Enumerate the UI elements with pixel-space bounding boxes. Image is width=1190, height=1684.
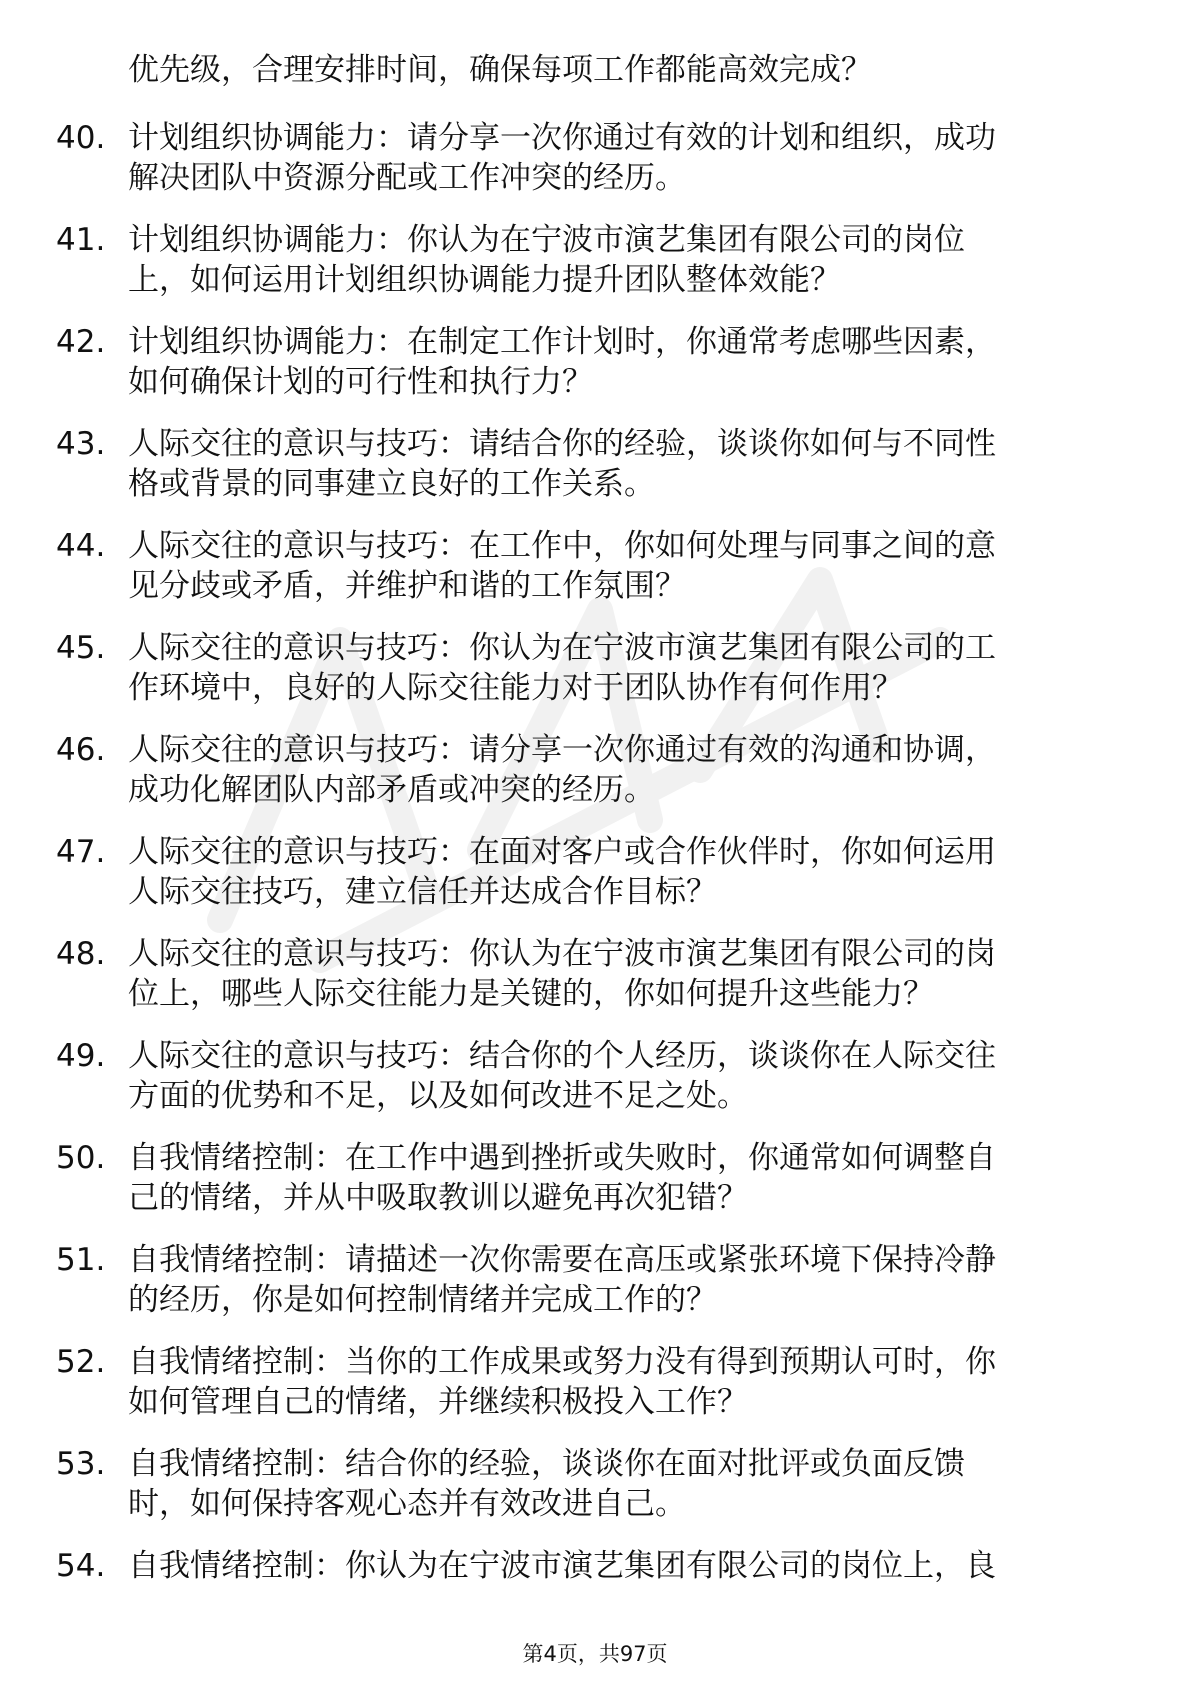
question-text-line: 成功化解团队内部矛盾或冲突的经历。 [128, 772, 655, 808]
list-item [0, 934, 1190, 1036]
question-number: 45. [56, 630, 106, 666]
question-number: 48. [56, 936, 106, 972]
question-text [128, 1138, 1128, 1218]
question-number: 49. [56, 1038, 106, 1074]
question-text-line: 自我情绪控制：当你的工作成果或努力没有得到预期认可时，你 [128, 1344, 996, 1380]
list-item [0, 118, 1190, 220]
list-item [0, 322, 1190, 424]
question-text-line: 人际交往的意识与技巧：请结合你的经验，谈谈你如何与不同性 [128, 426, 996, 462]
question-number: 53. [56, 1446, 106, 1482]
question-text-line: 人际交往技巧，建立信任并达成合作目标？ [128, 874, 717, 910]
question-text-line: 计划组织协调能力：请分享一次你通过有效的计划和组织，成功 [128, 120, 996, 156]
question-text-line: 人际交往的意识与技巧：在面对客户或合作伙伴时，你如何运用 [128, 834, 996, 870]
list-item [0, 220, 1190, 322]
question-text [128, 322, 1128, 402]
question-text-line: 如何确保计划的可行性和执行力？ [128, 364, 593, 400]
question-text [128, 1036, 1128, 1116]
question-text-line: 自我情绪控制：结合你的经验，谈谈你在面对批评或负面反馈 [128, 1446, 965, 1482]
question-text [128, 220, 1128, 300]
list-item [0, 1240, 1190, 1342]
question-text-line: 如何管理自己的情绪，并继续积极投入工作？ [128, 1384, 748, 1420]
question-text-line: 见分歧或矛盾，并维护和谐的工作氛围？ [128, 568, 686, 604]
list-item [0, 1342, 1190, 1444]
question-text-line: 位上，哪些人际交往能力是关键的，你如何提升这些能力？ [128, 976, 934, 1012]
question-text-line: 自我情绪控制：在工作中遇到挫折或失败时，你通常如何调整自 [128, 1140, 996, 1176]
question-text [128, 628, 1128, 708]
question-text [128, 526, 1128, 606]
question-text [128, 1444, 1128, 1524]
list-item [0, 1036, 1190, 1138]
question-text-line: 己的情绪，并从中吸取教训以避免再次犯错？ [128, 1180, 748, 1216]
question-number: 47. [56, 834, 106, 870]
question-text-line: 人际交往的意识与技巧：你认为在宁波市演艺集团有限公司的岗 [128, 936, 996, 972]
question-text-line: 计划组织协调能力：在制定工作计划时，你通常考虑哪些因素， [128, 324, 996, 360]
question-text-line: 计划组织协调能力：你认为在宁波市演艺集团有限公司的岗位 [128, 222, 965, 258]
question-text-line: 解决团队中资源分配或工作冲突的经历。 [128, 160, 686, 196]
continuation-line: 优先级，合理安排时间，确保每项工作都能高效完成？ [128, 52, 872, 88]
question-text-line: 格或背景的同事建立良好的工作关系。 [128, 466, 655, 502]
question-text [128, 1240, 1128, 1320]
question-text [128, 934, 1128, 1014]
question-text-line: 时，如何保持客观心态并有效改进自己。 [128, 1486, 686, 1522]
question-text [128, 1546, 1128, 1586]
list-item [0, 832, 1190, 934]
question-text-line: 自我情绪控制：请描述一次你需要在高压或紧张环境下保持冷静 [128, 1242, 996, 1278]
question-text-line: 作环境中，良好的人际交往能力对于团队协作有何作用？ [128, 670, 903, 706]
list-item [0, 1444, 1190, 1546]
question-text [128, 118, 1128, 198]
question-text-line: 人际交往的意识与技巧：请分享一次你通过有效的沟通和协调， [128, 732, 996, 768]
list-item [0, 730, 1190, 832]
question-number: 54. [56, 1548, 106, 1584]
question-number: 41. [56, 222, 106, 258]
question-text-line: 自我情绪控制：你认为在宁波市演艺集团有限公司的岗位上，良 [128, 1548, 996, 1584]
question-text-line: 方面的优势和不足，以及如何改进不足之处。 [128, 1078, 748, 1114]
question-list [0, 118, 1190, 1648]
question-number: 46. [56, 732, 106, 768]
list-item [0, 628, 1190, 730]
question-number: 44. [56, 528, 106, 564]
question-number: 40. [56, 120, 106, 156]
list-item [0, 1546, 1190, 1648]
question-number: 50. [56, 1140, 106, 1176]
question-text-line: 上，如何运用计划组织协调能力提升团队整体效能？ [128, 262, 841, 298]
question-text [128, 730, 1128, 810]
question-number: 51. [56, 1242, 106, 1278]
question-text-line: 人际交往的意识与技巧：在工作中，你如何处理与同事之间的意 [128, 528, 996, 564]
list-item [0, 424, 1190, 526]
question-number: 43. [56, 426, 106, 462]
question-number: 42. [56, 324, 106, 360]
question-text-line: 人际交往的意识与技巧：你认为在宁波市演艺集团有限公司的工 [128, 630, 996, 666]
question-number: 52. [56, 1344, 106, 1380]
list-item [0, 1138, 1190, 1240]
question-text [128, 424, 1128, 504]
list-item [0, 526, 1190, 628]
question-text [128, 1342, 1128, 1422]
question-text-line: 的经历，你是如何控制情绪并完成工作的？ [128, 1282, 717, 1318]
question-text-line: 人际交往的意识与技巧：结合你的个人经历，谈谈你在人际交往 [128, 1038, 996, 1074]
question-text [128, 832, 1128, 912]
page-footer: 第4页，共97页 [522, 1642, 668, 1666]
